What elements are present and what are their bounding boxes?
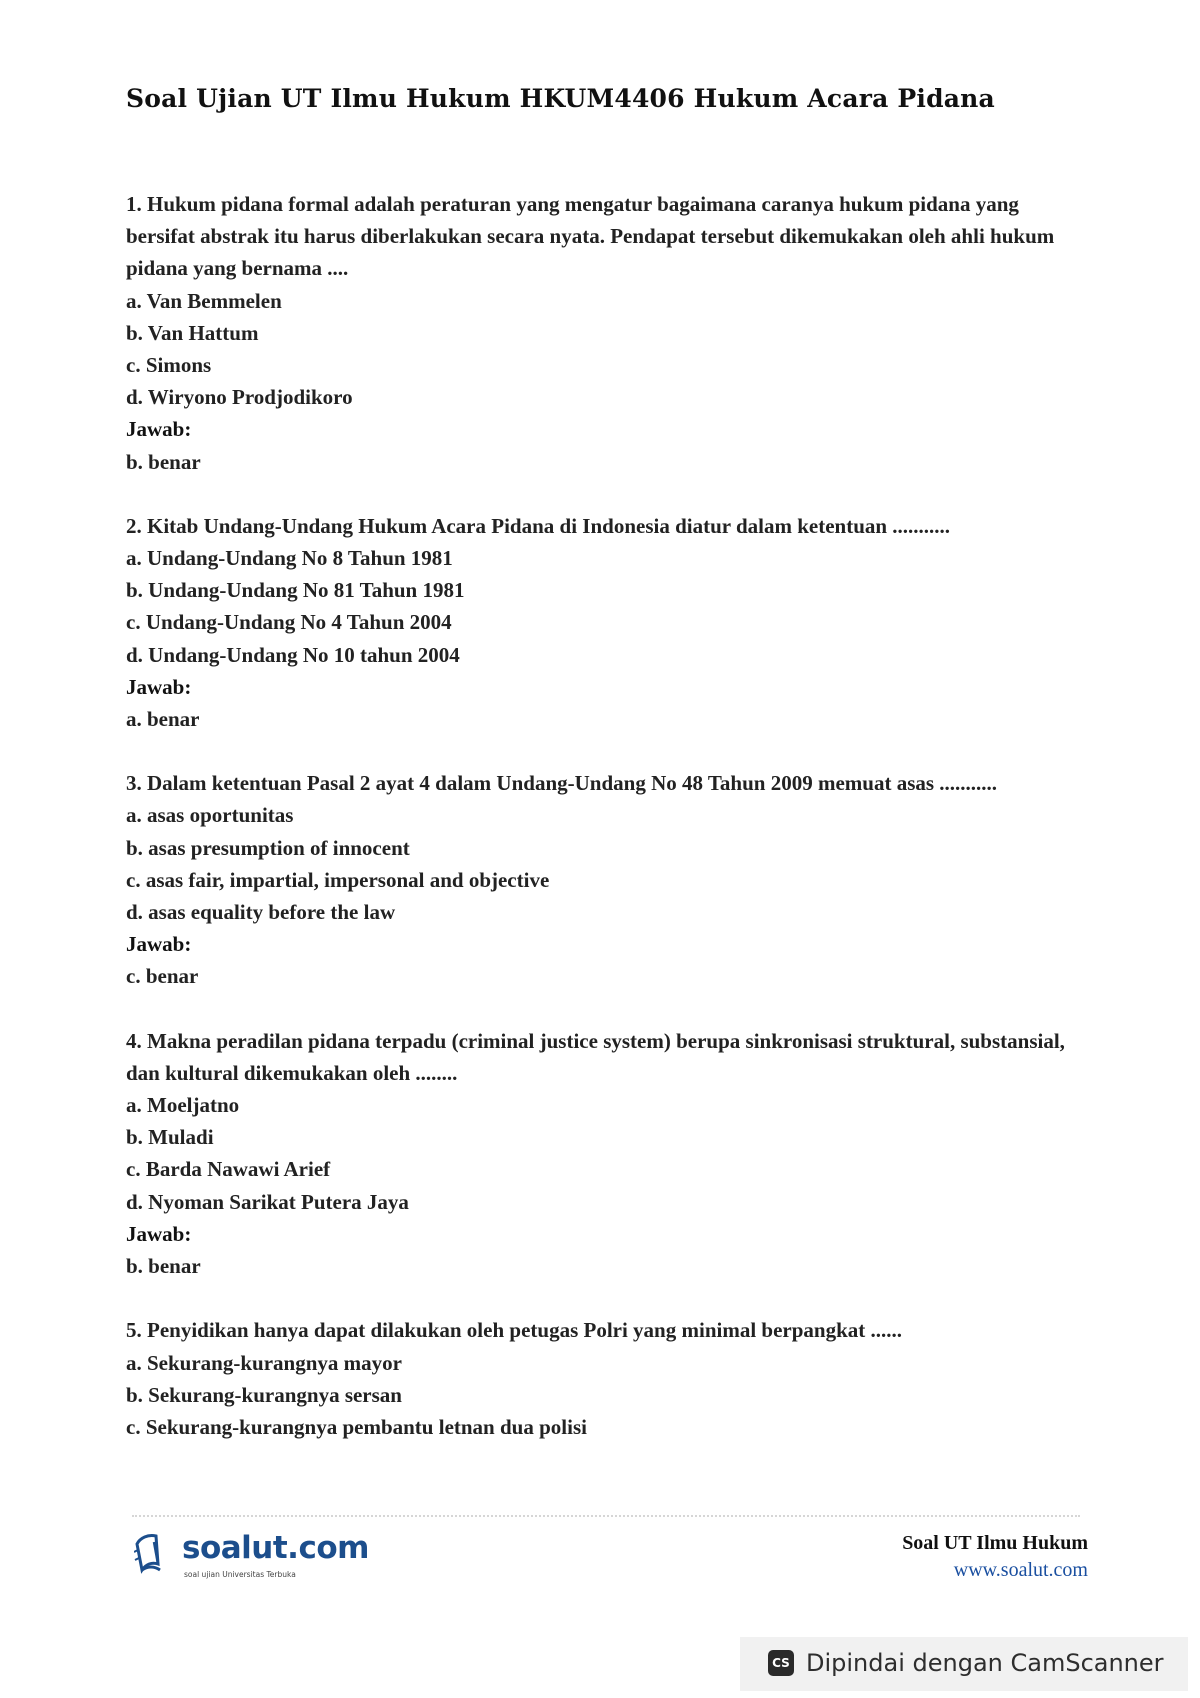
answer-text: a. benar xyxy=(126,707,200,732)
option-c: c. Undang-Undang No 4 Tahun 2004 xyxy=(126,610,452,635)
option-d: d. Undang-Undang No 10 tahun 2004 xyxy=(126,642,460,667)
option-c: c. Barda Nawawi Arief xyxy=(126,1157,331,1182)
soalut-logo xyxy=(134,1530,369,1590)
footer-divider xyxy=(132,1515,1080,1517)
option-b: b. Undang-Undang No 81 Tahun 1981 xyxy=(126,578,465,603)
option-d: d. Wiryono Prodjodikoro xyxy=(126,385,353,410)
footer-url-link[interactable]: www.soalut.com xyxy=(953,1559,1088,1581)
answer-text: b. benar xyxy=(126,449,201,474)
answer-label: Jawab: xyxy=(126,1221,192,1246)
camscanner-banner xyxy=(740,1637,1188,1691)
question-1 xyxy=(126,188,1086,478)
page-title: Soal Ujian UT Ilmu Hukum HKUM4406 Hukum Acara Pidana xyxy=(126,84,995,113)
option-a: a. asas oportunitas xyxy=(126,803,294,828)
option-a: a. Moeljatno xyxy=(126,1093,240,1118)
question-5 xyxy=(126,1314,1086,1443)
option-b: b. asas presumption of innocent xyxy=(126,835,410,860)
question-text: 2. Kitab Undang-Undang Hukum Acara Pidana di Indonesia diatur dalam ketentuan ........... xyxy=(126,513,951,538)
camscanner-icon: CS xyxy=(768,1650,794,1676)
option-a: a. Van Bemmelen xyxy=(126,288,282,313)
option-a: a. Sekurang-kurangnya mayor xyxy=(126,1350,402,1375)
camscanner-text: Dipindai dengan CamScanner xyxy=(806,1649,1164,1677)
question-text: 4. Makna peradilan pidana terpadu (criminal justice system) berupa sinkronisasi struktural, substansial, dan kultural dikemukakan oleh ........ xyxy=(126,1028,1065,1085)
option-c: c. Simons xyxy=(126,353,212,378)
option-d: d. Nyoman Sarikat Putera Jaya xyxy=(126,1189,409,1214)
option-b: b. Sekurang-kurangnya sersan xyxy=(126,1382,402,1407)
logo-wordmark: soalut.com xyxy=(182,1530,369,1566)
option-d: d. asas equality before the law xyxy=(126,900,396,925)
answer-text: b. benar xyxy=(126,1254,201,1279)
option-b: b. Van Hattum xyxy=(126,320,259,345)
option-a: a. Undang-Undang No 8 Tahun 1981 xyxy=(126,546,453,571)
book-icon xyxy=(134,1530,180,1578)
option-c: c. asas fair, impartial, impersonal and objective xyxy=(126,867,550,892)
option-c: c. Sekurang-kurangnya pembantu letnan dua polisi xyxy=(126,1414,587,1439)
footer-site-info xyxy=(902,1529,1088,1583)
question-list xyxy=(126,188,1086,1475)
question-2 xyxy=(126,510,1086,735)
answer-label: Jawab: xyxy=(126,417,192,442)
question-text: 5. Penyidikan hanya dapat dilakukan oleh petugas Polri yang minimal berpangkat ...... xyxy=(126,1318,903,1343)
answer-label: Jawab: xyxy=(126,674,192,699)
answer-text: c. benar xyxy=(126,964,199,989)
logo-tagline: soal ujian Universitas Terbuka xyxy=(184,1570,296,1579)
footer-site-name: Soal UT Ilmu Hukum xyxy=(902,1532,1088,1554)
question-text: 1. Hukum pidana formal adalah peraturan yang mengatur bagaimana caranya hukum pidana yang bersifat abstrak itu harus diberlakukan secara nyata. Pendapat tersebut dikemukakan oleh ahli hukum pidana yang bernama .... xyxy=(126,192,1055,281)
answer-label: Jawab: xyxy=(126,932,192,957)
question-3 xyxy=(126,767,1086,992)
option-b: b. Muladi xyxy=(126,1125,214,1150)
question-text: 3. Dalam ketentuan Pasal 2 ayat 4 dalam Undang-Undang No 48 Tahun 2009 memuat asas ........... xyxy=(126,771,998,796)
question-4 xyxy=(126,1025,1086,1283)
